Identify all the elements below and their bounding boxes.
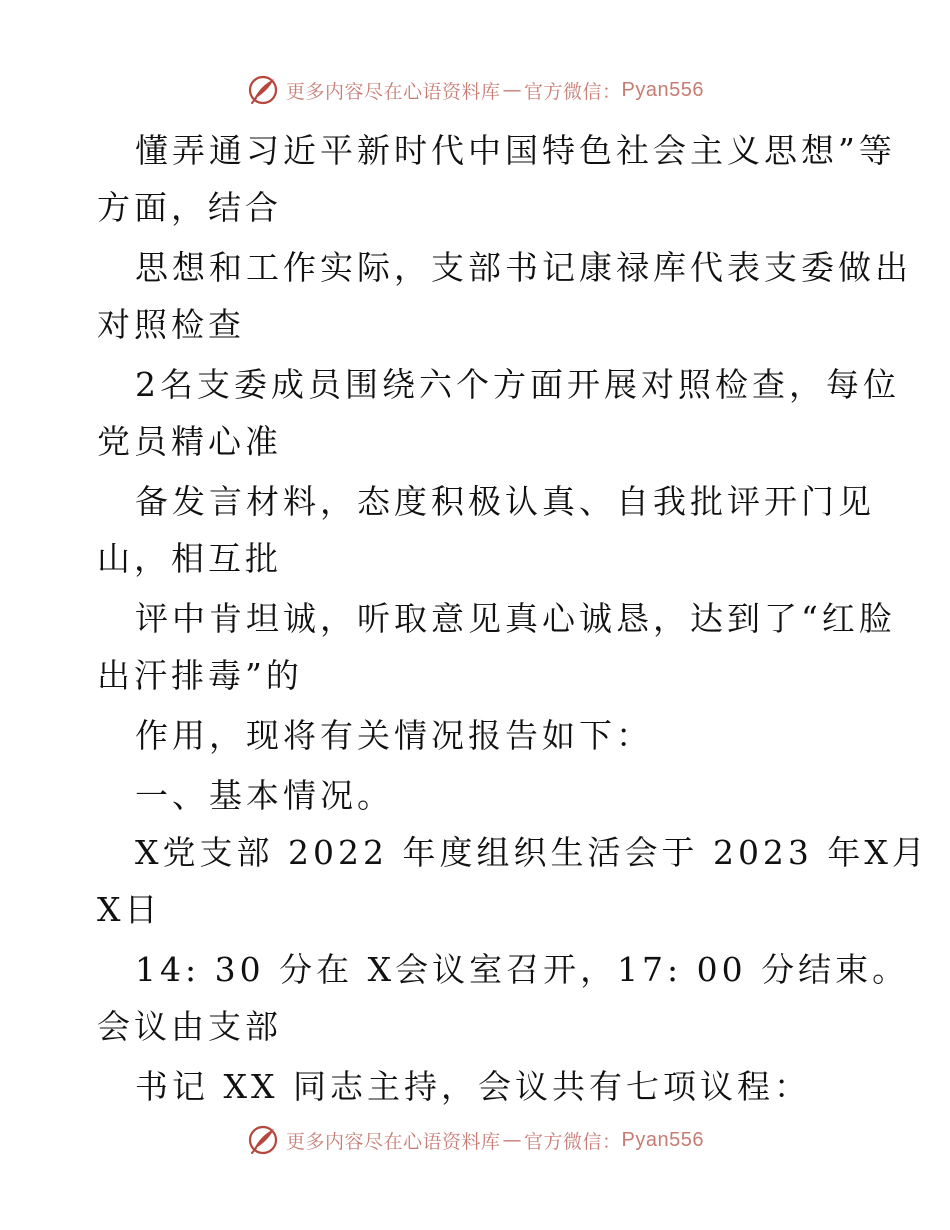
- watermark-separator: —: [502, 79, 523, 101]
- body-line: X日: [97, 890, 162, 929]
- body-line: 2名支委成员围绕六个方面开展对照检查，每位: [135, 365, 900, 404]
- watermark-wechat-id: Pyan556: [621, 1128, 704, 1151]
- body-line: 作用，现将有关情况报告如下：: [135, 716, 653, 755]
- body-line: 出汗排毒”的: [97, 656, 303, 695]
- body-line: 书记 XX 同志主持，会议共有七项议程：: [135, 1067, 811, 1106]
- body-line: 懂弄通习近平新时代中国特色社会主义思想”等: [135, 131, 896, 170]
- body-line: 会议由支部: [97, 1007, 282, 1046]
- watermark-official-label: 官方微信：: [524, 80, 622, 103]
- body-line: 备发言材料，态度积极认真、自我批评开门见: [135, 482, 875, 521]
- body-line: 思想和工作实际，支部书记康禄库代表支委做出: [135, 248, 912, 287]
- body-line: 14: 30 分在 X会议室召开，17: 00 分结束。: [135, 950, 910, 989]
- watermark-separator: —: [502, 1129, 523, 1151]
- body-line: 山，相互批: [97, 539, 282, 578]
- body-line: 评中肯坦诚，听取意见真心诚恳，达到了“红脸: [135, 599, 896, 638]
- body-line: 党员精心准: [97, 422, 282, 461]
- watermark-main-text: 更多内容尽在心语资料库: [286, 80, 501, 103]
- watermark-official-label: 官方微信：: [524, 1130, 622, 1153]
- watermark-wechat-id: Pyan556: [621, 78, 704, 101]
- header-watermark: [0, 70, 950, 110]
- watermark-main-text: 更多内容尽在心语资料库: [286, 1130, 501, 1153]
- body-line: X党支部 2022 年度组织生活会于 2023 年X月: [135, 833, 929, 872]
- quill-logo-icon: [246, 73, 280, 107]
- body-line: 方面，结合: [97, 188, 282, 227]
- body-line: 对照检查: [97, 305, 245, 344]
- quill-logo-icon: [246, 1123, 280, 1157]
- footer-watermark: [0, 1120, 950, 1160]
- section-heading: 一、基本情况。: [135, 776, 394, 815]
